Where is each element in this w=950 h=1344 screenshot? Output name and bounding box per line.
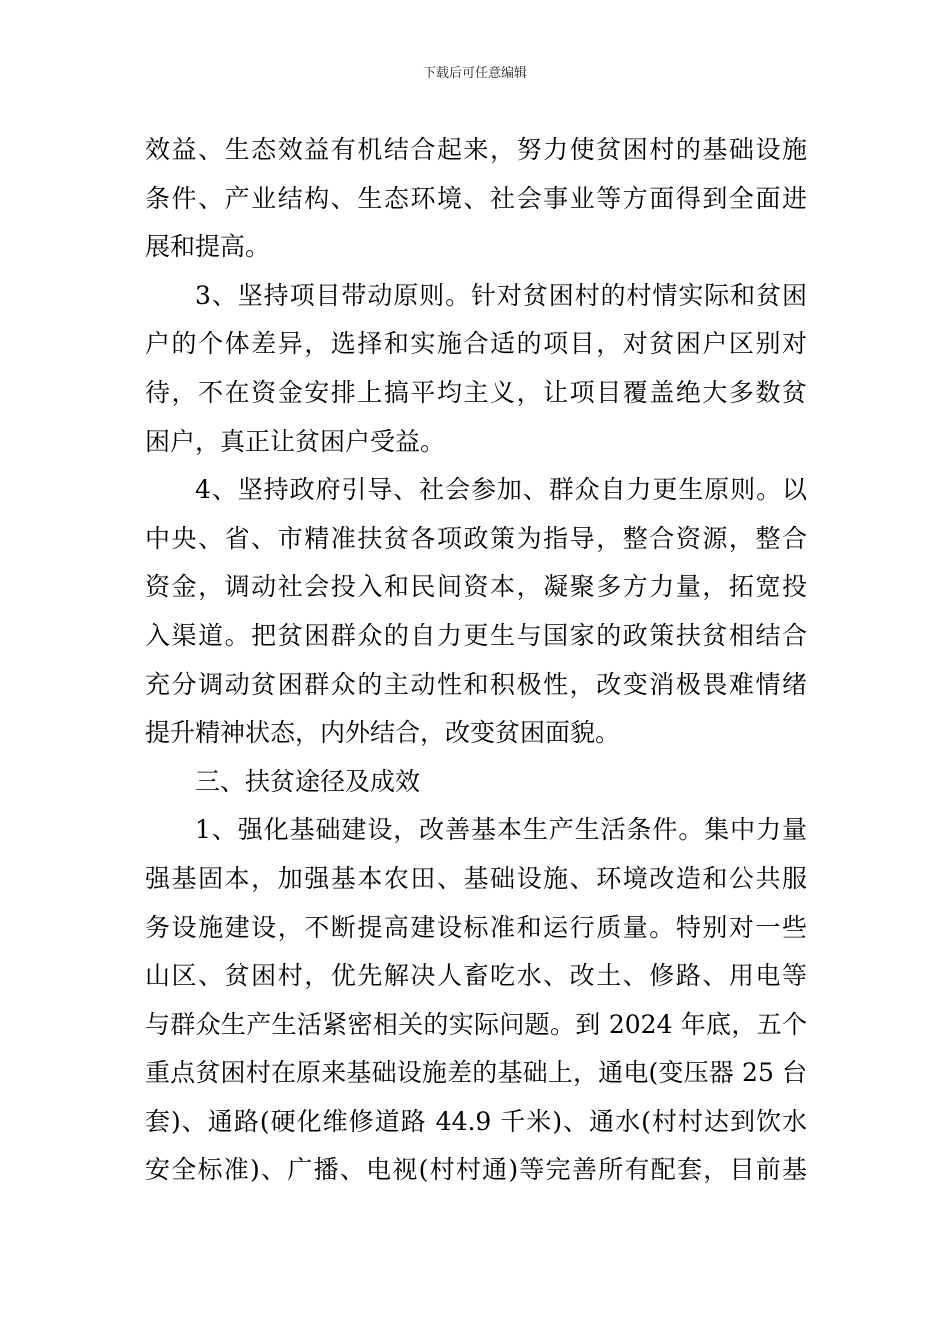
text-line: 效益、生态效益有机结合起来，努力使贫困村的基础设施 [145, 135, 807, 164]
text-line: 充分调动贫困群众的主动性和积极性，改变消极畏难情绪 [145, 669, 807, 699]
text-line: 待，不在资金安排上搞平均主义，让项目覆盖绝大多数贫 [145, 377, 807, 407]
text-line: 山区、贫困村，优先解决人畜吃水、改土、修路、用电等 [145, 961, 807, 991]
text-line: 条件、产业结构、生态环境、社会事业等方面得到全面进 [145, 183, 807, 213]
text-line: 中央、省、市精准扶贫各项政策为指导，整合资源，整合 [145, 523, 807, 553]
text-line: 安全标准)、广播、电视(村村通)等完善所有配套，目前基 [145, 1155, 807, 1185]
section-heading: 三、扶贫途径及成效 [195, 766, 421, 796]
text-line: 4、坚持政府引导、社会参加、群众自力更生原则。以 [195, 475, 807, 505]
text-line: 资金，调动社会投入和民间资本，凝聚多方力量，拓宽投 [145, 572, 807, 602]
text-line: 3、坚持项目带动原则。针对贫困村的村情实际和贫困 [195, 280, 807, 310]
text-line: 重点贫困村在原来基础设施差的基础上，通电(变压器 25 台 [145, 1058, 807, 1088]
text-line: 提升精神状态，内外结合，改变贫困面貌。 [145, 718, 621, 748]
text-line: 入渠道。把贫困群众的自力更生与国家的政策扶贫相结合 [145, 620, 807, 650]
document-body [145, 126, 807, 1195]
text-line: 强基固本，加强基本农田、基础设施、环境改造和公共服 [145, 863, 807, 893]
text-line: 户的个体差异，选择和实施合适的项目，对贫困户区别对 [145, 329, 807, 359]
text-line: 困户，真正让贫困户受益。 [145, 426, 446, 456]
text-line: 1、强化基础建设，改善基本生产生活条件。集中力量 [195, 815, 807, 845]
text-line: 与群众生产生活紧密相关的实际问题。到 2024 年底，五个 [145, 1009, 807, 1039]
text-line: 展和提高。 [145, 232, 271, 262]
page-header: 下载后可任意编辑 [422, 66, 527, 81]
text-line: 务设施建设，不断提高建设标准和运行质量。特别对一些 [145, 912, 807, 942]
text-line: 套)、通路(硬化维修道路 44.9 千米)、通水(村村达到饮水 [145, 1106, 807, 1136]
